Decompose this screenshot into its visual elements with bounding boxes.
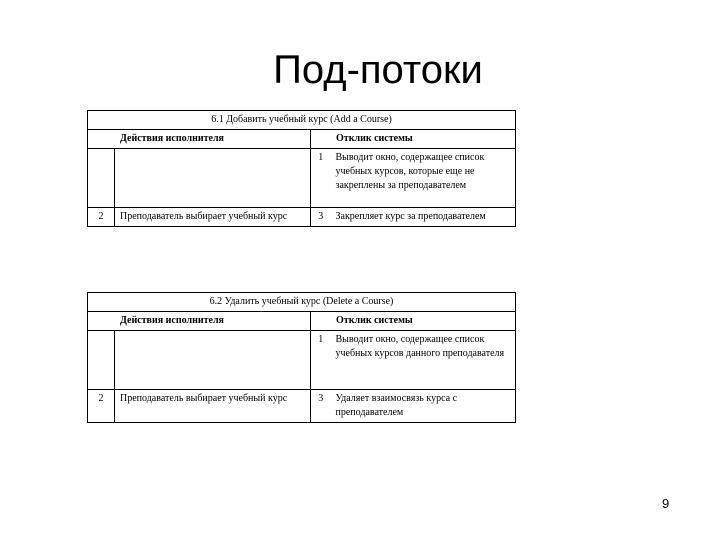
system-step-number: 3 [311, 208, 331, 227]
table-caption: 6.1 Добавить учебный курс (Add a Course) [88, 111, 516, 130]
table-row [88, 208, 516, 227]
actor-action-text [115, 331, 311, 390]
system-response-text: Выводит окно, содержащее список учебных курсов, которые еще не закреплены за преподавателем [331, 149, 516, 208]
system-step-number: 3 [311, 390, 331, 423]
system-step-number: 1 [311, 331, 331, 390]
system-step-number: 1 [311, 149, 331, 208]
actor-action-text: Преподаватель выбирает учебный курс [115, 208, 311, 227]
actor-step-number: 2 [88, 390, 115, 423]
actor-actions-header: Действия исполнителя [88, 312, 311, 331]
actor-action-text [115, 149, 311, 208]
actor-actions-header: Действия исполнителя [88, 130, 311, 149]
table-row [88, 331, 516, 390]
table-row [88, 390, 516, 423]
add-course-table [87, 110, 516, 227]
actor-step-number: 2 [88, 208, 115, 227]
system-response-text: Выводит окно, содержащее список учебных курсов данного преподавателя [331, 331, 516, 390]
table-row [88, 149, 516, 208]
actor-step-number [88, 149, 115, 208]
slide-title: Под-потоки [273, 48, 483, 92]
page-number: 9 [662, 496, 670, 511]
delete-course-table [87, 292, 516, 423]
actor-action-text: Преподаватель выбирает учебный курс [115, 390, 311, 423]
system-response-text: Удаляет взаимосвязь курса с преподавателем [331, 390, 516, 423]
system-response-header: Отклик системы [311, 312, 516, 331]
actor-step-number [88, 331, 115, 390]
system-response-header: Отклик системы [311, 130, 516, 149]
table-caption: 6.2 Удалить учебный курс (Delete a Course) [88, 293, 516, 312]
system-response-text: Закрепляет курс за преподавателем [331, 208, 516, 227]
